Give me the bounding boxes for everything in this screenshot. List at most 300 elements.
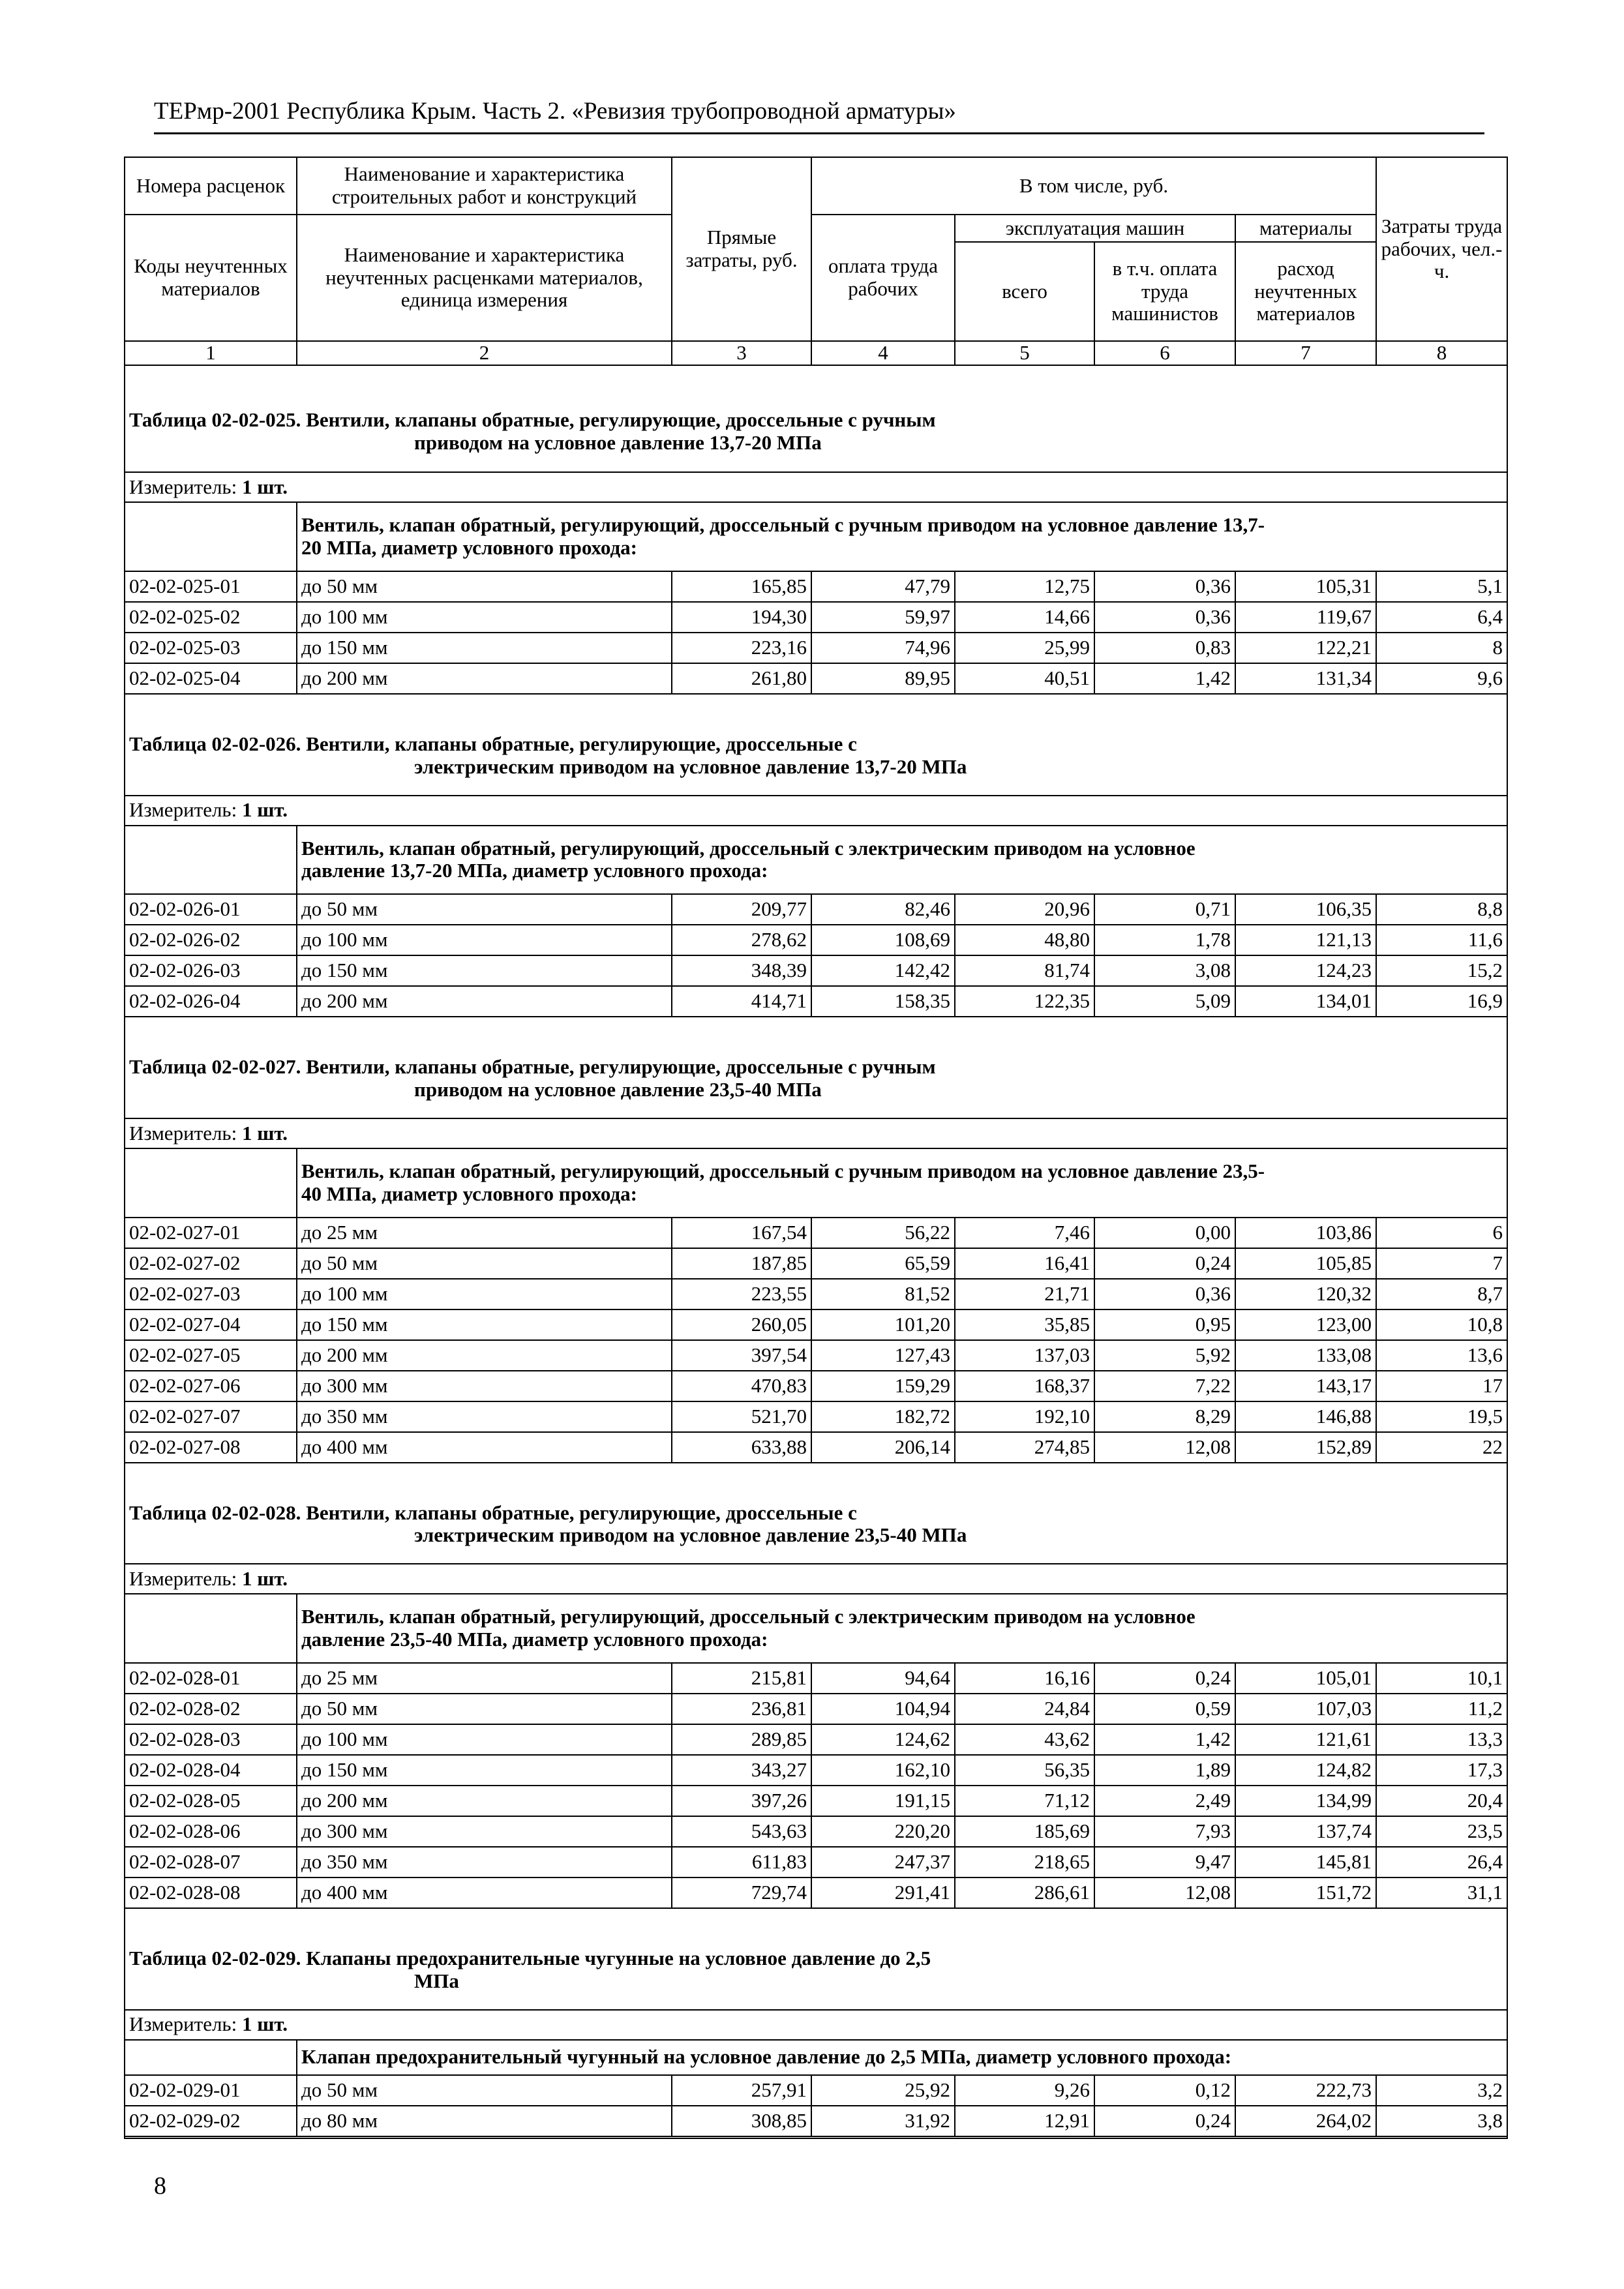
measure-unit: 1 шт. bbox=[241, 798, 288, 822]
filler-cell bbox=[125, 2136, 1507, 2138]
worker-pay: 108,69 bbox=[811, 925, 955, 955]
group-description-line-2: давление 13,7-20 МПа, диаметр условного прохода: bbox=[301, 859, 768, 882]
table-title-row bbox=[125, 1463, 1507, 1564]
worker-pay: 25,92 bbox=[811, 2075, 955, 2106]
rate-code: 02-02-027-05 bbox=[125, 1340, 297, 1371]
col-num-3: 3 bbox=[672, 341, 811, 365]
rates-table bbox=[124, 157, 1508, 2139]
group-code-cell bbox=[125, 1148, 297, 1218]
machinist-pay: 0,24 bbox=[1094, 1248, 1235, 1279]
labor-hours: 19,5 bbox=[1376, 1401, 1507, 1432]
materials: 103,86 bbox=[1235, 1218, 1376, 1248]
labor-hours: 6 bbox=[1376, 1218, 1507, 1248]
table-row bbox=[125, 633, 1507, 663]
col-material-consumption: расход неучтенных материалов bbox=[1235, 242, 1376, 341]
col-rate-numbers: Номера расценок bbox=[125, 157, 297, 215]
col-machines-total: всего bbox=[955, 242, 1094, 341]
machines-total: 16,41 bbox=[955, 1248, 1094, 1279]
table-row bbox=[125, 1279, 1507, 1309]
worker-pay: 162,10 bbox=[811, 1755, 955, 1786]
machines-total: 56,35 bbox=[955, 1755, 1094, 1786]
machines-total: 168,37 bbox=[955, 1371, 1094, 1401]
labor-hours: 15,2 bbox=[1376, 955, 1507, 986]
col-incl-header: В том числе, руб. bbox=[811, 157, 1376, 215]
group-description bbox=[297, 1148, 1507, 1218]
labor-hours: 22 bbox=[1376, 1432, 1507, 1463]
col-num-1: 1 bbox=[125, 341, 297, 365]
table-row bbox=[125, 925, 1507, 955]
materials: 106,35 bbox=[1235, 894, 1376, 925]
page-header: ТЕРмр-2001 Республика Крым. Часть 2. «Ревизия трубопроводной арматуры» bbox=[154, 99, 1484, 134]
rate-code: 02-02-026-04 bbox=[125, 986, 297, 1017]
col-num-4: 4 bbox=[811, 341, 955, 365]
direct-costs: 521,70 bbox=[672, 1401, 811, 1432]
machinist-pay: 1,42 bbox=[1094, 1724, 1235, 1755]
materials: 131,34 bbox=[1235, 663, 1376, 694]
direct-costs: 729,74 bbox=[672, 1878, 811, 1908]
rate-name: до 150 мм bbox=[297, 633, 672, 663]
measure-cell bbox=[125, 796, 1507, 826]
machinist-pay: 1,78 bbox=[1094, 925, 1235, 955]
materials: 146,88 bbox=[1235, 1401, 1376, 1432]
rate-code: 02-02-028-04 bbox=[125, 1755, 297, 1786]
labor-hours: 31,1 bbox=[1376, 1878, 1507, 1908]
table-row bbox=[125, 1816, 1507, 1847]
table-title-line-1: Таблица 02-02-029. Клапаны предохранительные чугунные на условное давление до 2,5 bbox=[129, 1947, 931, 1970]
machines-total: 12,75 bbox=[955, 571, 1094, 602]
rate-name: до 50 мм bbox=[297, 571, 672, 602]
col-labor-hours: Затраты труда рабочих, чел.-ч. bbox=[1376, 157, 1507, 341]
group-code-cell bbox=[125, 826, 297, 895]
direct-costs: 414,71 bbox=[672, 986, 811, 1017]
materials: 124,82 bbox=[1235, 1755, 1376, 1786]
machines-total: 9,26 bbox=[955, 2075, 1094, 2106]
group-code-cell bbox=[125, 502, 297, 571]
rate-name: до 150 мм bbox=[297, 955, 672, 986]
machines-total: 274,85 bbox=[955, 1432, 1094, 1463]
worker-pay: 127,43 bbox=[811, 1340, 955, 1371]
table-title-line-2: приводом на условное давление 13,7-20 МПа bbox=[414, 431, 822, 455]
table-title-line-2: электрическим приводом на условное давление 13,7-20 МПа bbox=[414, 755, 967, 778]
table-row bbox=[125, 1663, 1507, 1694]
table-row bbox=[125, 1218, 1507, 1248]
worker-pay: 159,29 bbox=[811, 1371, 955, 1401]
table-row bbox=[125, 1724, 1507, 1755]
machinist-pay: 1,89 bbox=[1094, 1755, 1235, 1786]
labor-hours: 17 bbox=[1376, 1371, 1507, 1401]
labor-hours: 6,4 bbox=[1376, 602, 1507, 633]
worker-pay: 142,42 bbox=[811, 955, 955, 986]
header-row-2 bbox=[125, 215, 1507, 242]
worker-pay: 247,37 bbox=[811, 1847, 955, 1878]
machinist-pay: 5,09 bbox=[1094, 986, 1235, 1017]
measure-row bbox=[125, 472, 1507, 502]
col-machinist-pay: в т.ч. оплата труда машинистов bbox=[1094, 242, 1235, 341]
group-description-line-2: 20 МПа, диаметр условного прохода: bbox=[301, 536, 637, 560]
worker-pay: 56,22 bbox=[811, 1218, 955, 1248]
labor-hours: 16,9 bbox=[1376, 986, 1507, 1017]
direct-costs: 257,91 bbox=[672, 2075, 811, 2106]
direct-costs: 343,27 bbox=[672, 1755, 811, 1786]
measure-cell bbox=[125, 2010, 1507, 2040]
measure-row bbox=[125, 1118, 1507, 1148]
group-code-cell bbox=[125, 1594, 297, 1663]
col-machines-header: эксплуатация машин bbox=[955, 215, 1235, 242]
table-row bbox=[125, 663, 1507, 694]
table-title-line-1: Таблица 02-02-025. Вентили, клапаны обратные, регулирующие, дроссельные с ручным bbox=[129, 408, 936, 432]
materials: 120,32 bbox=[1235, 1279, 1376, 1309]
col-worker-pay: оплата труда рабочих bbox=[811, 215, 955, 341]
labor-hours: 13,3 bbox=[1376, 1724, 1507, 1755]
direct-costs: 397,54 bbox=[672, 1340, 811, 1371]
filler-row bbox=[125, 2136, 1507, 2138]
header-row-1 bbox=[125, 157, 1507, 215]
worker-pay: 59,97 bbox=[811, 602, 955, 633]
rate-name: до 150 мм bbox=[297, 1755, 672, 1786]
rate-name: до 200 мм bbox=[297, 986, 672, 1017]
machines-total: 122,35 bbox=[955, 986, 1094, 1017]
materials: 105,31 bbox=[1235, 571, 1376, 602]
table-title-row bbox=[125, 694, 1507, 796]
direct-costs: 194,30 bbox=[672, 602, 811, 633]
direct-costs: 223,55 bbox=[672, 1279, 811, 1309]
machines-total: 14,66 bbox=[955, 602, 1094, 633]
machines-total: 137,03 bbox=[955, 1340, 1094, 1371]
labor-hours: 11,2 bbox=[1376, 1694, 1507, 1724]
rate-code: 02-02-026-03 bbox=[125, 955, 297, 986]
materials: 137,74 bbox=[1235, 1816, 1376, 1847]
materials: 121,13 bbox=[1235, 925, 1376, 955]
group-description-line-1: Вентиль, клапан обратный, регулирующий, дроссельный с электрическим приводом на условное bbox=[301, 836, 1195, 860]
table-title-line-2: приводом на условное давление 23,5-40 МПа bbox=[414, 1078, 822, 1101]
rate-code: 02-02-025-02 bbox=[125, 602, 297, 633]
col-num-7: 7 bbox=[1235, 341, 1376, 365]
group-description bbox=[297, 1594, 1507, 1663]
labor-hours: 8,7 bbox=[1376, 1279, 1507, 1309]
direct-costs: 278,62 bbox=[672, 925, 811, 955]
machinist-pay: 0,36 bbox=[1094, 602, 1235, 633]
worker-pay: 101,20 bbox=[811, 1309, 955, 1340]
machinist-pay: 0,83 bbox=[1094, 633, 1235, 663]
group-row bbox=[125, 2040, 1507, 2075]
materials: 123,00 bbox=[1235, 1309, 1376, 1340]
labor-hours: 10,8 bbox=[1376, 1309, 1507, 1340]
table-row bbox=[125, 602, 1507, 633]
group-description bbox=[297, 826, 1507, 895]
rate-name: до 25 мм bbox=[297, 1663, 672, 1694]
col-materials-header: материалы bbox=[1235, 215, 1376, 242]
table-title-row bbox=[125, 1017, 1507, 1118]
rate-code: 02-02-029-01 bbox=[125, 2075, 297, 2106]
measure-row bbox=[125, 796, 1507, 826]
labor-hours: 9,6 bbox=[1376, 663, 1507, 694]
materials: 222,73 bbox=[1235, 2075, 1376, 2106]
table-row bbox=[125, 1371, 1507, 1401]
machines-total: 7,46 bbox=[955, 1218, 1094, 1248]
machines-total: 35,85 bbox=[955, 1309, 1094, 1340]
materials: 124,23 bbox=[1235, 955, 1376, 986]
materials: 134,99 bbox=[1235, 1786, 1376, 1816]
rate-code: 02-02-026-01 bbox=[125, 894, 297, 925]
col-material-names: Наименование и характеристика неучтенных расценками материалов, единица измерения bbox=[297, 215, 672, 341]
table-title bbox=[125, 1908, 1507, 2010]
table-title bbox=[125, 1463, 1507, 1564]
rate-code: 02-02-028-05 bbox=[125, 1786, 297, 1816]
measure-unit: 1 шт. bbox=[241, 1121, 288, 1144]
table-title-line-2: МПа bbox=[414, 1969, 459, 1992]
measure-unit: 1 шт. bbox=[241, 2012, 288, 2036]
measure-label: Измеритель: bbox=[129, 2012, 237, 2036]
measure-cell bbox=[125, 1564, 1507, 1594]
machinist-pay: 2,49 bbox=[1094, 1786, 1235, 1816]
machines-total: 192,10 bbox=[955, 1401, 1094, 1432]
measure-label: Измеритель: bbox=[129, 1121, 237, 1144]
direct-costs: 209,77 bbox=[672, 894, 811, 925]
group-description bbox=[297, 2040, 1507, 2075]
machinist-pay: 0,71 bbox=[1094, 894, 1235, 925]
worker-pay: 47,79 bbox=[811, 571, 955, 602]
rate-code: 02-02-028-07 bbox=[125, 1847, 297, 1878]
labor-hours: 8,8 bbox=[1376, 894, 1507, 925]
materials: 134,01 bbox=[1235, 986, 1376, 1017]
rate-name: до 350 мм bbox=[297, 1401, 672, 1432]
materials: 121,61 bbox=[1235, 1724, 1376, 1755]
rate-name: до 200 мм bbox=[297, 1340, 672, 1371]
direct-costs: 543,63 bbox=[672, 1816, 811, 1847]
table-row bbox=[125, 1340, 1507, 1371]
machinist-pay: 3,08 bbox=[1094, 955, 1235, 986]
table-title-line-1: Таблица 02-02-026. Вентили, клапаны обратные, регулирующие, дроссельные с bbox=[129, 732, 857, 756]
worker-pay: 82,46 bbox=[811, 894, 955, 925]
worker-pay: 291,41 bbox=[811, 1878, 955, 1908]
machines-total: 40,51 bbox=[955, 663, 1094, 694]
machines-total: 12,91 bbox=[955, 2106, 1094, 2136]
rate-code: 02-02-027-03 bbox=[125, 1279, 297, 1309]
machines-total: 185,69 bbox=[955, 1816, 1094, 1847]
direct-costs: 165,85 bbox=[672, 571, 811, 602]
worker-pay: 206,14 bbox=[811, 1432, 955, 1463]
materials: 122,21 bbox=[1235, 633, 1376, 663]
col-material-codes: Коды неучтенных материалов bbox=[125, 215, 297, 341]
rate-code: 02-02-027-02 bbox=[125, 1248, 297, 1279]
machinist-pay: 7,22 bbox=[1094, 1371, 1235, 1401]
measure-unit: 1 шт. bbox=[241, 1567, 288, 1590]
group-row bbox=[125, 1148, 1507, 1218]
table-row bbox=[125, 1694, 1507, 1724]
machinist-pay: 0,12 bbox=[1094, 2075, 1235, 2106]
materials: 264,02 bbox=[1235, 2106, 1376, 2136]
labor-hours: 17,3 bbox=[1376, 1755, 1507, 1786]
machines-total: 25,99 bbox=[955, 633, 1094, 663]
table-title bbox=[125, 694, 1507, 796]
rate-name: до 100 мм bbox=[297, 925, 672, 955]
rate-code: 02-02-026-02 bbox=[125, 925, 297, 955]
machinist-pay: 0,24 bbox=[1094, 2106, 1235, 2136]
table-title bbox=[125, 1017, 1507, 1118]
rate-code: 02-02-028-06 bbox=[125, 1816, 297, 1847]
machines-total: 218,65 bbox=[955, 1847, 1094, 1878]
worker-pay: 74,96 bbox=[811, 633, 955, 663]
machinist-pay: 7,93 bbox=[1094, 1816, 1235, 1847]
direct-costs: 187,85 bbox=[672, 1248, 811, 1279]
rate-code: 02-02-029-02 bbox=[125, 2106, 297, 2136]
rate-name: до 300 мм bbox=[297, 1816, 672, 1847]
machinist-pay: 0,36 bbox=[1094, 1279, 1235, 1309]
rate-name: до 50 мм bbox=[297, 1248, 672, 1279]
machinist-pay: 5,92 bbox=[1094, 1340, 1235, 1371]
rate-code: 02-02-028-08 bbox=[125, 1878, 297, 1908]
rate-code: 02-02-025-01 bbox=[125, 571, 297, 602]
direct-costs: 215,81 bbox=[672, 1663, 811, 1694]
worker-pay: 191,15 bbox=[811, 1786, 955, 1816]
table-title-line-1: Таблица 02-02-027. Вентили, клапаны обратные, регулирующие, дроссельные с ручным bbox=[129, 1055, 936, 1079]
machines-total: 43,62 bbox=[955, 1724, 1094, 1755]
machinist-pay: 0,59 bbox=[1094, 1694, 1235, 1724]
column-numbers-row bbox=[125, 341, 1507, 365]
worker-pay: 65,59 bbox=[811, 1248, 955, 1279]
rate-code: 02-02-027-01 bbox=[125, 1218, 297, 1248]
rate-name: до 300 мм bbox=[297, 1371, 672, 1401]
materials: 151,72 bbox=[1235, 1878, 1376, 1908]
table-title bbox=[125, 365, 1507, 473]
page-number: 8 bbox=[154, 2172, 166, 2200]
rate-name: до 200 мм bbox=[297, 1786, 672, 1816]
materials: 145,81 bbox=[1235, 1847, 1376, 1878]
rate-code: 02-02-027-04 bbox=[125, 1309, 297, 1340]
rate-name: до 25 мм bbox=[297, 1218, 672, 1248]
col-num-6: 6 bbox=[1094, 341, 1235, 365]
rate-name: до 80 мм bbox=[297, 2106, 672, 2136]
table-row bbox=[125, 1786, 1507, 1816]
materials: 119,67 bbox=[1235, 602, 1376, 633]
labor-hours: 20,4 bbox=[1376, 1786, 1507, 1816]
direct-costs: 611,83 bbox=[672, 1847, 811, 1878]
rate-code: 02-02-027-06 bbox=[125, 1371, 297, 1401]
table-row bbox=[125, 1847, 1507, 1878]
labor-hours: 7 bbox=[1376, 1248, 1507, 1279]
machines-total: 20,96 bbox=[955, 894, 1094, 925]
materials: 152,89 bbox=[1235, 1432, 1376, 1463]
rate-name: до 400 мм bbox=[297, 1878, 672, 1908]
materials: 107,03 bbox=[1235, 1694, 1376, 1724]
machinist-pay: 0,36 bbox=[1094, 571, 1235, 602]
rate-code: 02-02-027-07 bbox=[125, 1401, 297, 1432]
machinist-pay: 12,08 bbox=[1094, 1432, 1235, 1463]
worker-pay: 89,95 bbox=[811, 663, 955, 694]
col-direct-costs: Прямые затраты, руб. bbox=[672, 157, 811, 341]
labor-hours: 5,1 bbox=[1376, 571, 1507, 602]
labor-hours: 26,4 bbox=[1376, 1847, 1507, 1878]
worker-pay: 31,92 bbox=[811, 2106, 955, 2136]
labor-hours: 23,5 bbox=[1376, 1816, 1507, 1847]
machinist-pay: 1,42 bbox=[1094, 663, 1235, 694]
worker-pay: 81,52 bbox=[811, 1279, 955, 1309]
labor-hours: 8 bbox=[1376, 633, 1507, 663]
measure-row bbox=[125, 1564, 1507, 1594]
table-row bbox=[125, 1248, 1507, 1279]
machines-total: 81,74 bbox=[955, 955, 1094, 986]
table-title-row bbox=[125, 365, 1507, 473]
group-description-line-1: Вентиль, клапан обратный, регулирующий, дроссельный с ручным приводом на условное давление 13,7- bbox=[301, 513, 1265, 537]
table-row bbox=[125, 955, 1507, 986]
materials: 133,08 bbox=[1235, 1340, 1376, 1371]
direct-costs: 397,26 bbox=[672, 1786, 811, 1816]
rate-code: 02-02-028-03 bbox=[125, 1724, 297, 1755]
labor-hours: 3,2 bbox=[1376, 2075, 1507, 2106]
table-title-row bbox=[125, 1908, 1507, 2010]
worker-pay: 94,64 bbox=[811, 1663, 955, 1694]
rate-name: до 100 мм bbox=[297, 1724, 672, 1755]
direct-costs: 348,39 bbox=[672, 955, 811, 986]
table-row bbox=[125, 1755, 1507, 1786]
col-work-name: Наименование и характеристика строительных работ и конструкций bbox=[297, 157, 672, 215]
machines-total: 71,12 bbox=[955, 1786, 1094, 1816]
group-code-cell bbox=[125, 2040, 297, 2075]
labor-hours: 3,8 bbox=[1376, 2106, 1507, 2136]
rate-code: 02-02-025-04 bbox=[125, 663, 297, 694]
group-description bbox=[297, 502, 1507, 571]
machinist-pay: 8,29 bbox=[1094, 1401, 1235, 1432]
machines-total: 16,16 bbox=[955, 1663, 1094, 1694]
table-row bbox=[125, 1878, 1507, 1908]
direct-costs: 261,80 bbox=[672, 663, 811, 694]
rate-name: до 150 мм bbox=[297, 1309, 672, 1340]
table-row bbox=[125, 571, 1507, 602]
measure-unit: 1 шт. bbox=[241, 475, 288, 499]
machinist-pay: 0,24 bbox=[1094, 1663, 1235, 1694]
rate-code: 02-02-028-02 bbox=[125, 1694, 297, 1724]
measure-cell bbox=[125, 472, 1507, 502]
group-description-line-2: 40 МПа, диаметр условного прохода: bbox=[301, 1182, 637, 1205]
group-description-line-2: давление 23,5-40 МПа, диаметр условного прохода: bbox=[301, 1628, 768, 1651]
group-row bbox=[125, 502, 1507, 571]
measure-cell bbox=[125, 1118, 1507, 1148]
rate-name: до 200 мм bbox=[297, 663, 672, 694]
group-row bbox=[125, 1594, 1507, 1663]
labor-hours: 10,1 bbox=[1376, 1663, 1507, 1694]
direct-costs: 289,85 bbox=[672, 1724, 811, 1755]
table-row bbox=[125, 1432, 1507, 1463]
direct-costs: 260,05 bbox=[672, 1309, 811, 1340]
measure-label: Измеритель: bbox=[129, 475, 237, 499]
table-row bbox=[125, 986, 1507, 1017]
table-row bbox=[125, 2075, 1507, 2106]
labor-hours: 11,6 bbox=[1376, 925, 1507, 955]
table-body bbox=[125, 157, 1507, 2138]
group-description-line-1: Вентиль, клапан обратный, регулирующий, дроссельный с электрическим приводом на условное bbox=[301, 1605, 1195, 1628]
machines-total: 48,80 bbox=[955, 925, 1094, 955]
direct-costs: 236,81 bbox=[672, 1694, 811, 1724]
rate-name: до 400 мм bbox=[297, 1432, 672, 1463]
table-row bbox=[125, 1401, 1507, 1432]
measure-row bbox=[125, 2010, 1507, 2040]
worker-pay: 104,94 bbox=[811, 1694, 955, 1724]
machinist-pay: 0,95 bbox=[1094, 1309, 1235, 1340]
machinist-pay: 0,00 bbox=[1094, 1218, 1235, 1248]
rate-name: до 350 мм bbox=[297, 1847, 672, 1878]
worker-pay: 124,62 bbox=[811, 1724, 955, 1755]
table-row bbox=[125, 894, 1507, 925]
measure-label: Измеритель: bbox=[129, 798, 237, 822]
machines-total: 286,61 bbox=[955, 1878, 1094, 1908]
group-description-line-1: Вентиль, клапан обратный, регулирующий, дроссельный с ручным приводом на условное давление 23,5- bbox=[301, 1159, 1265, 1183]
rate-name: до 50 мм bbox=[297, 2075, 672, 2106]
direct-costs: 308,85 bbox=[672, 2106, 811, 2136]
rate-name: до 50 мм bbox=[297, 894, 672, 925]
direct-costs: 167,54 bbox=[672, 1218, 811, 1248]
machines-total: 21,71 bbox=[955, 1279, 1094, 1309]
table-row bbox=[125, 2106, 1507, 2136]
